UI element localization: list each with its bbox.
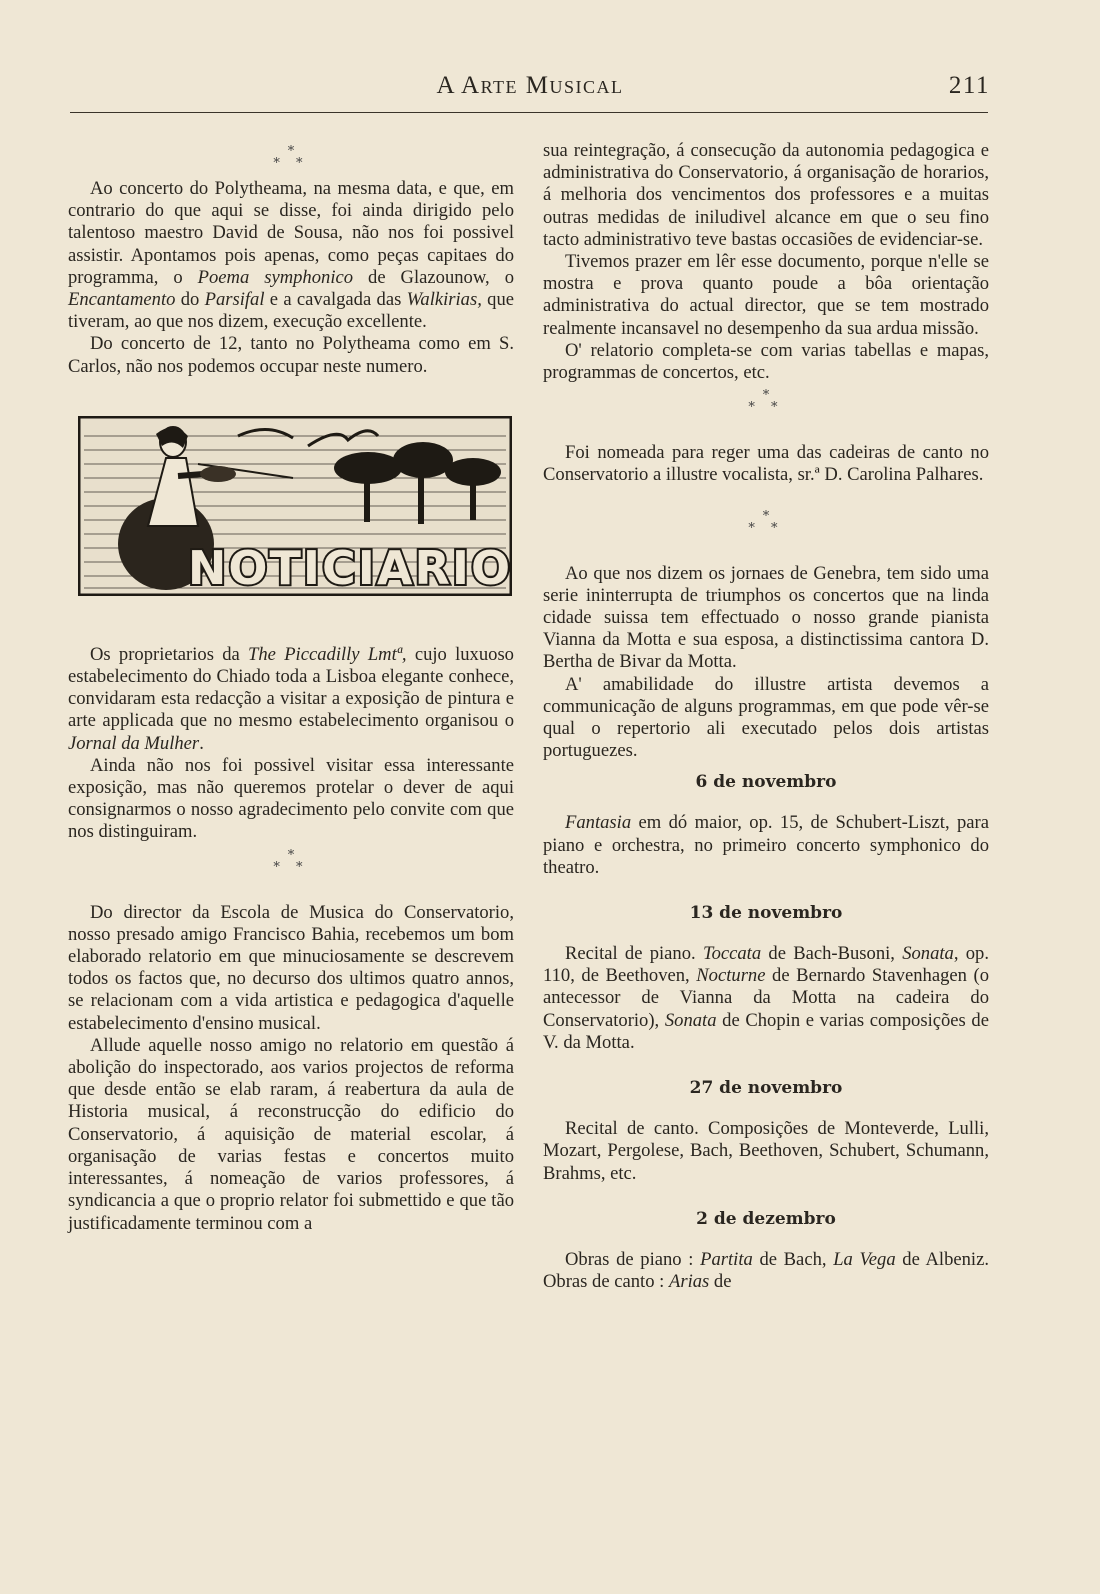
documento-paragraph: Tivemos prazer em lêr esse documento, porque n'elle se mostra e prova quanto poude a bôa orientação administrativa do actual director, que se tem mostrado realmente incansavel no desempenho da sua ardua missão. — [543, 251, 989, 339]
program-entry: Recital de piano. Toccata de Bach-Busoni, Sonata, op. 110, de Beethoven, Nocturne de Bernardo Stavenhagen (o antecessor de Vianna da Motta na cadeira do Conservatorio), Sonata de Chopin e varias composições de V. da Motta. — [543, 943, 990, 1053]
piccadilly-paragraph: Os proprietarios da The Piccadilly Lmtª, cujo luxuoso estabelecimento do Chiado toda a Lisboa elegante conhece, convidaram esta redacção a visitar a exposição de pintura e arte applicada que no mesmo estabelecimento organisou o Jornal da Mulher. — [68, 643, 514, 754]
date-heading: 6 de novembro — [695, 772, 837, 793]
date-heading: 27 de novembro — [689, 1078, 843, 1099]
noticiario-banner — [78, 416, 512, 596]
genebra-paragraph: Ao que nos dizem os jornaes de Genebra, tem sido uma serie ininterrupta de triumphos os concertos que na linda cidade suissa tem effectuado o nosso grande pianista Vianna da Motta e sua esposa, a distinctissima cantora D. Bertha de Bivar da Motta. — [543, 562, 989, 673]
right-column — [543, 140, 989, 1293]
header-rule — [70, 112, 988, 113]
relatorio-paragraph: Do director da Escola de Musica do Conservatorio, nosso presado amigo Francisco Bahia, recebemos um bom elaborado relatorio em que minuciosamente se descrevem todos os factos que, no decurso dos ultimos quatro annos, se relacionam com a vida artistica e pedagogica d'aquelle estabelecimento d'ensino musical. — [68, 901, 514, 1034]
date-heading: 13 de novembro — [689, 903, 843, 924]
polytheama-paragraph: Ao concerto do Polytheama, na mesma data, e que, em contrario do que aqui se disse, foi ainda dirigido pelo talentoso maestro David de Sousa, não nos foi possivel assistir. Apontamos pois apenas, como peças capitaes do programma, o Poema symphonico de Glazounow, o Encantamento do Parsifal e a cavalgada das Walkirias, que tiveram, ao que nos dizem, execução excellente. — [68, 178, 515, 333]
noticiario-illustration — [78, 416, 512, 596]
page-number: 211 — [948, 72, 990, 99]
date-heading: 2 de dezembro — [696, 1208, 836, 1229]
tabellas-paragraph: O' relatorio completa-se com varias tabellas e mapas, programmas de concertos, etc. — [543, 339, 989, 384]
program-entry: Obras de piano : Partita de Bach, La Vega de Albeniz. Obras de canto : Arias de — [543, 1248, 989, 1292]
asterism: * * * — [273, 847, 309, 875]
reintegracao-paragraph: sua reintegração, á consecução da autonomia pedagogica e administrativa do Conservatorio, á organisação de horarios, á melhoria dos vencimentos dos professores e a muitas outras medidas de iniludivel alcance em que o seu fino tacto administrativo teve bastas occasiões de evidenciar-se. — [543, 140, 989, 250]
program-entry: Fantasia em dó maior, op. 15, de Schubert-Liszt, para piano e orchestra, no primeiro concerto symphonico do theatro. — [543, 812, 989, 878]
concert-12-paragraph: Do concerto de 12, tanto no Polytheama como em S. Carlos, não nos podemos occupar neste numero. — [68, 333, 514, 377]
relatorio-details-paragraph: Allude aquelle nosso amigo no relatorio em questão á abolição do inspectorado, aos varios projectos de reforma que desde então se elab raram, á reabertura da aula de Historia musical, á reconstrucção do edificio do Conservatorio, á aquisição de material escolar, á organisação de varias festas e concertos muito interessantes, á nomeação de varios professores, á syndicancia a que o proprio relator foi submettido e que tão justificadamente terminou com a — [68, 1034, 514, 1234]
journal-title: A Arte Musical — [436, 72, 624, 99]
asterism: * * * — [748, 508, 784, 536]
exposition-paragraph: Ainda não nos foi possivel visitar essa interessante exposição, mas não queremos protelar o dever de aqui consignarmos o nosso agradecimento pelo convite com que nos distinguiram. — [68, 754, 514, 843]
nomeacao-paragraph: Foi nomeada para reger uma das cadeiras de canto no Conservatorio a illustre vocalista, sr.ª D. Carolina Palhares. — [543, 442, 989, 486]
asterism: * * * — [748, 388, 784, 416]
programmas-paragraph: A' amabilidade do illustre artista devemos a communicação de alguns programmas, em que pode vêr-se qual o repertorio ali executado pelos dois artistas portuguezes. — [543, 673, 989, 762]
noticiario-title: NOTICIARIO — [187, 540, 512, 595]
left-column — [68, 140, 514, 1235]
program-entry: Recital de canto. Composições de Monteverde, Lulli, Mozart, Pergolese, Bach, Beethoven, Schubert, Schumann, Brahms, etc. — [543, 1118, 989, 1184]
asterism: * * * — [273, 144, 309, 171]
